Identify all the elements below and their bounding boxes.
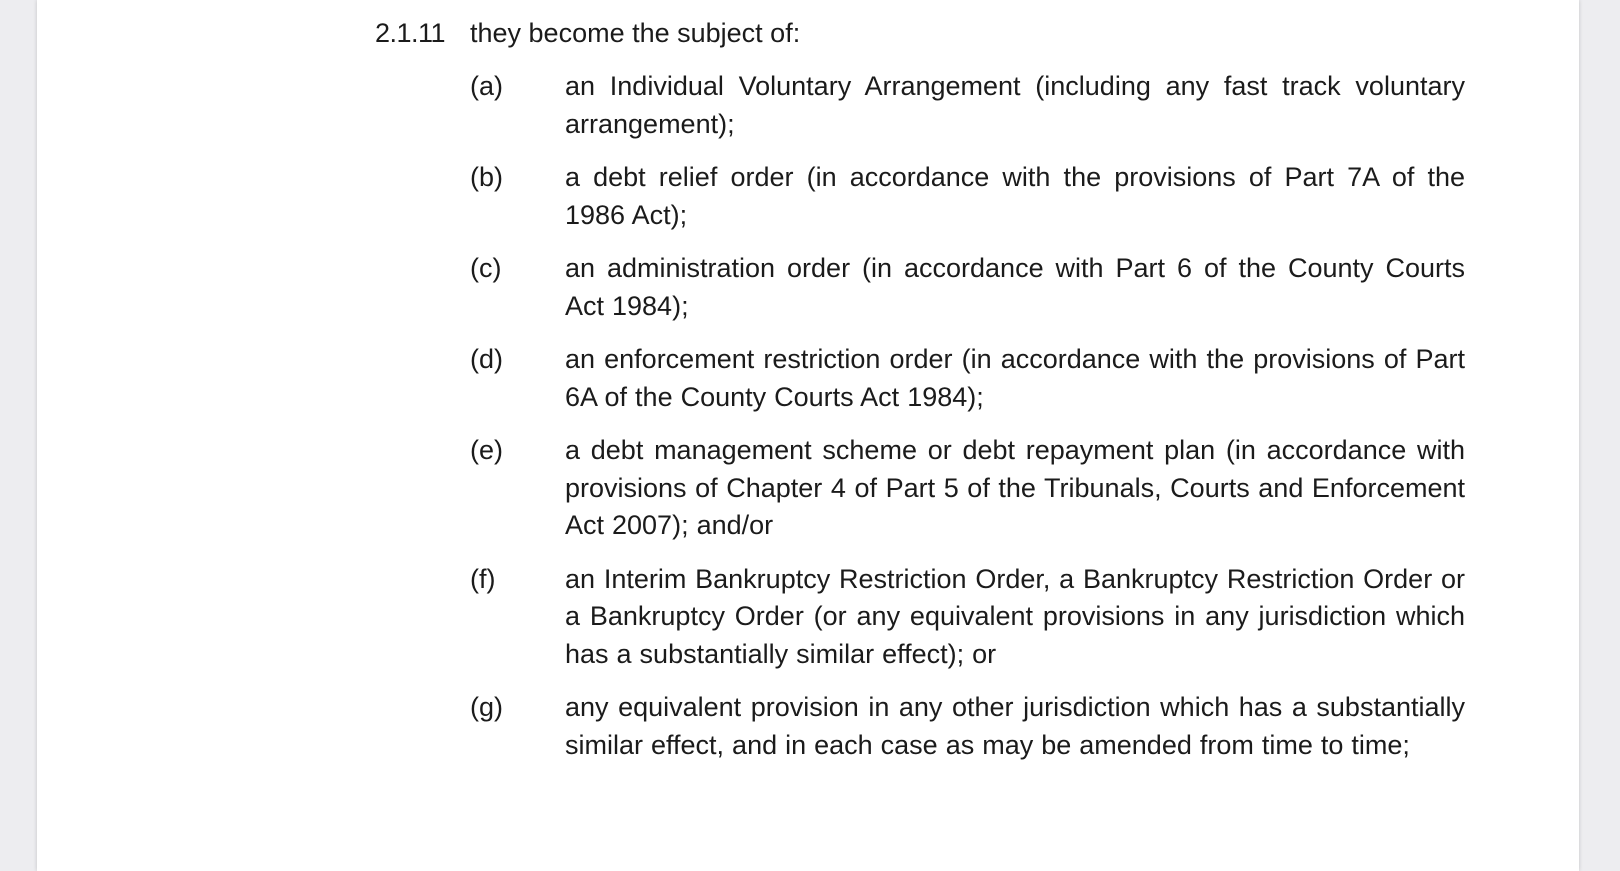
sub-clause-text: a debt management scheme or debt repayment plan (in accordance with provisions of Chapter 4 of Part 5 of the Tribunals, Courts and Enforcement Act 2007); and/or: [565, 435, 1465, 540]
sub-clause-f: [470, 561, 1465, 674]
sub-clause-label: (f): [470, 563, 496, 594]
sub-clause-text: an enforcement restriction order (in accordance with the provisions of Part 6A of the County Courts Act 1984);: [565, 344, 1465, 412]
sub-clause-label: (d): [470, 344, 503, 374]
sub-clause-label: (a): [470, 71, 503, 101]
sub-clause-text: an Interim Bankruptcy Restriction Order, a Bankruptcy Restriction Order or a Bankruptcy Order (or any equivalent provisions in any jurisdiction which has a substantially similar effect); or: [565, 563, 1465, 669]
sub-clause-label: (g): [470, 692, 503, 722]
sub-clause-list: [470, 68, 1465, 764]
sub-clause-text: an Individual Voluntary Arrangement (including any fast track voluntary arrangement);: [565, 71, 1465, 139]
sub-clause-a: [470, 68, 1465, 143]
sub-clause-label: (e): [470, 435, 503, 465]
sub-clause-e: [470, 432, 1465, 545]
sub-clause-g: [470, 689, 1465, 764]
sub-clause-text: a debt relief order (in accordance with the provisions of Part 7A of the 1986 Act);: [565, 162, 1465, 230]
sub-clause-text: an administration order (in accordance with Part 6 of the County Courts Act 1984);: [565, 253, 1465, 321]
sub-clause-label: (c): [470, 253, 502, 283]
document-page: [37, 0, 1579, 871]
sub-clause-c: [470, 250, 1465, 325]
sub-clause-b: [470, 159, 1465, 234]
clause-intro: they become the subject of:: [470, 18, 801, 48]
clause-2-1-11: [375, 14, 1465, 780]
sub-clause-text: any equivalent provision in any other jurisdiction which has a substantially similar effect, and in each case as may be amended from time to time;: [565, 692, 1465, 760]
sub-clause-label: (b): [470, 162, 503, 192]
clause-heading: [375, 14, 1465, 52]
clause-number: 2.1.11: [375, 18, 446, 48]
sub-clause-d: [470, 341, 1465, 416]
